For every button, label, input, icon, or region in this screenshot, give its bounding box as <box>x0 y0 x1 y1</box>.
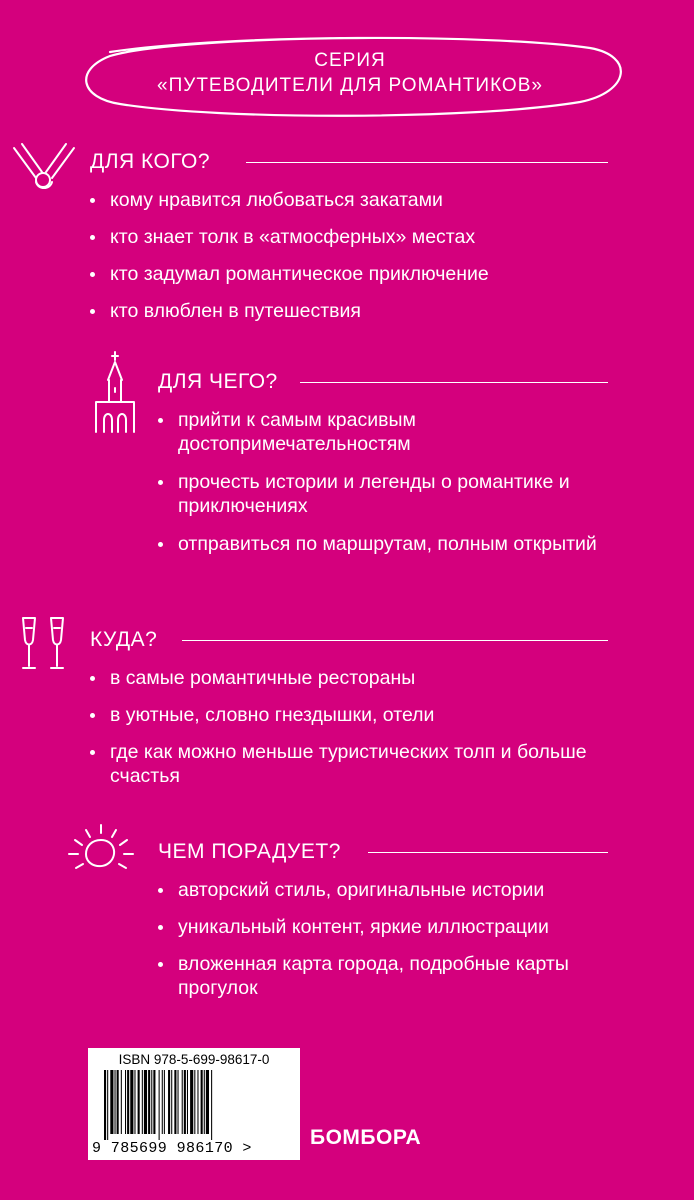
heading-divider <box>182 640 608 641</box>
list-item: вложенная карта города, подробные карты прогулок <box>156 952 626 1000</box>
list-item: прочесть истории и легенды о романтике и приключениях <box>156 470 626 518</box>
list-item: отправиться по маршрутам, полным открытий <box>156 532 626 556</box>
list-item: в самые романтичные рестораны <box>88 666 608 690</box>
holding-hands-icon <box>10 140 78 196</box>
list-item: авторский стиль, оригинальные истории <box>156 878 626 902</box>
list-item: прийти к самым красивым достопримечательностям <box>156 408 626 456</box>
champagne-glasses-icon <box>18 614 68 674</box>
bullet-list <box>156 408 626 556</box>
list-item: в уютные, словно гнездышки, отели <box>88 703 608 727</box>
barcode-icon <box>104 1070 286 1140</box>
section-heading: КУДА? <box>90 628 158 651</box>
list-item: кто знает толк в «атмосферных» местах <box>88 225 608 249</box>
list-item: уникальный контент, яркие иллюстрации <box>156 915 626 939</box>
heading-divider <box>368 852 608 853</box>
tower-icon <box>94 350 136 434</box>
list-item: где как можно меньше туристических толп и больше счастья <box>88 740 608 788</box>
sun-icon <box>66 822 136 882</box>
bullet-list <box>88 188 608 323</box>
isbn-number: ISBN 978-5-699-98617-0 <box>118 1052 270 1067</box>
section-heading: ЧЕМ ПОРАДУЕТ? <box>158 840 341 863</box>
list-item: кто задумал романтическое приключение <box>88 262 608 286</box>
heading-divider <box>246 162 608 163</box>
isbn-barcode <box>88 1048 300 1160</box>
list-item: кому нравится любоваться закатами <box>88 188 608 212</box>
list-item: кто влюблен в путешествия <box>88 299 608 323</box>
section-heading: ДЛЯ КОГО? <box>90 150 211 173</box>
bullet-list <box>88 666 608 788</box>
barcode-digits: 9 785699 986170 > <box>92 1140 252 1157</box>
series-label: СЕРИЯ <box>314 50 386 71</box>
publisher-logo: БОМБОРА <box>310 1126 422 1149</box>
series-title <box>70 48 630 98</box>
heading-divider <box>300 382 608 383</box>
series-name: «ПУТЕВОДИТЕЛИ ДЛЯ РОМАНТИКОВ» <box>157 75 543 96</box>
bullet-list <box>156 878 626 1000</box>
section-heading: ДЛЯ ЧЕГО? <box>158 370 278 393</box>
series-banner <box>70 30 630 120</box>
